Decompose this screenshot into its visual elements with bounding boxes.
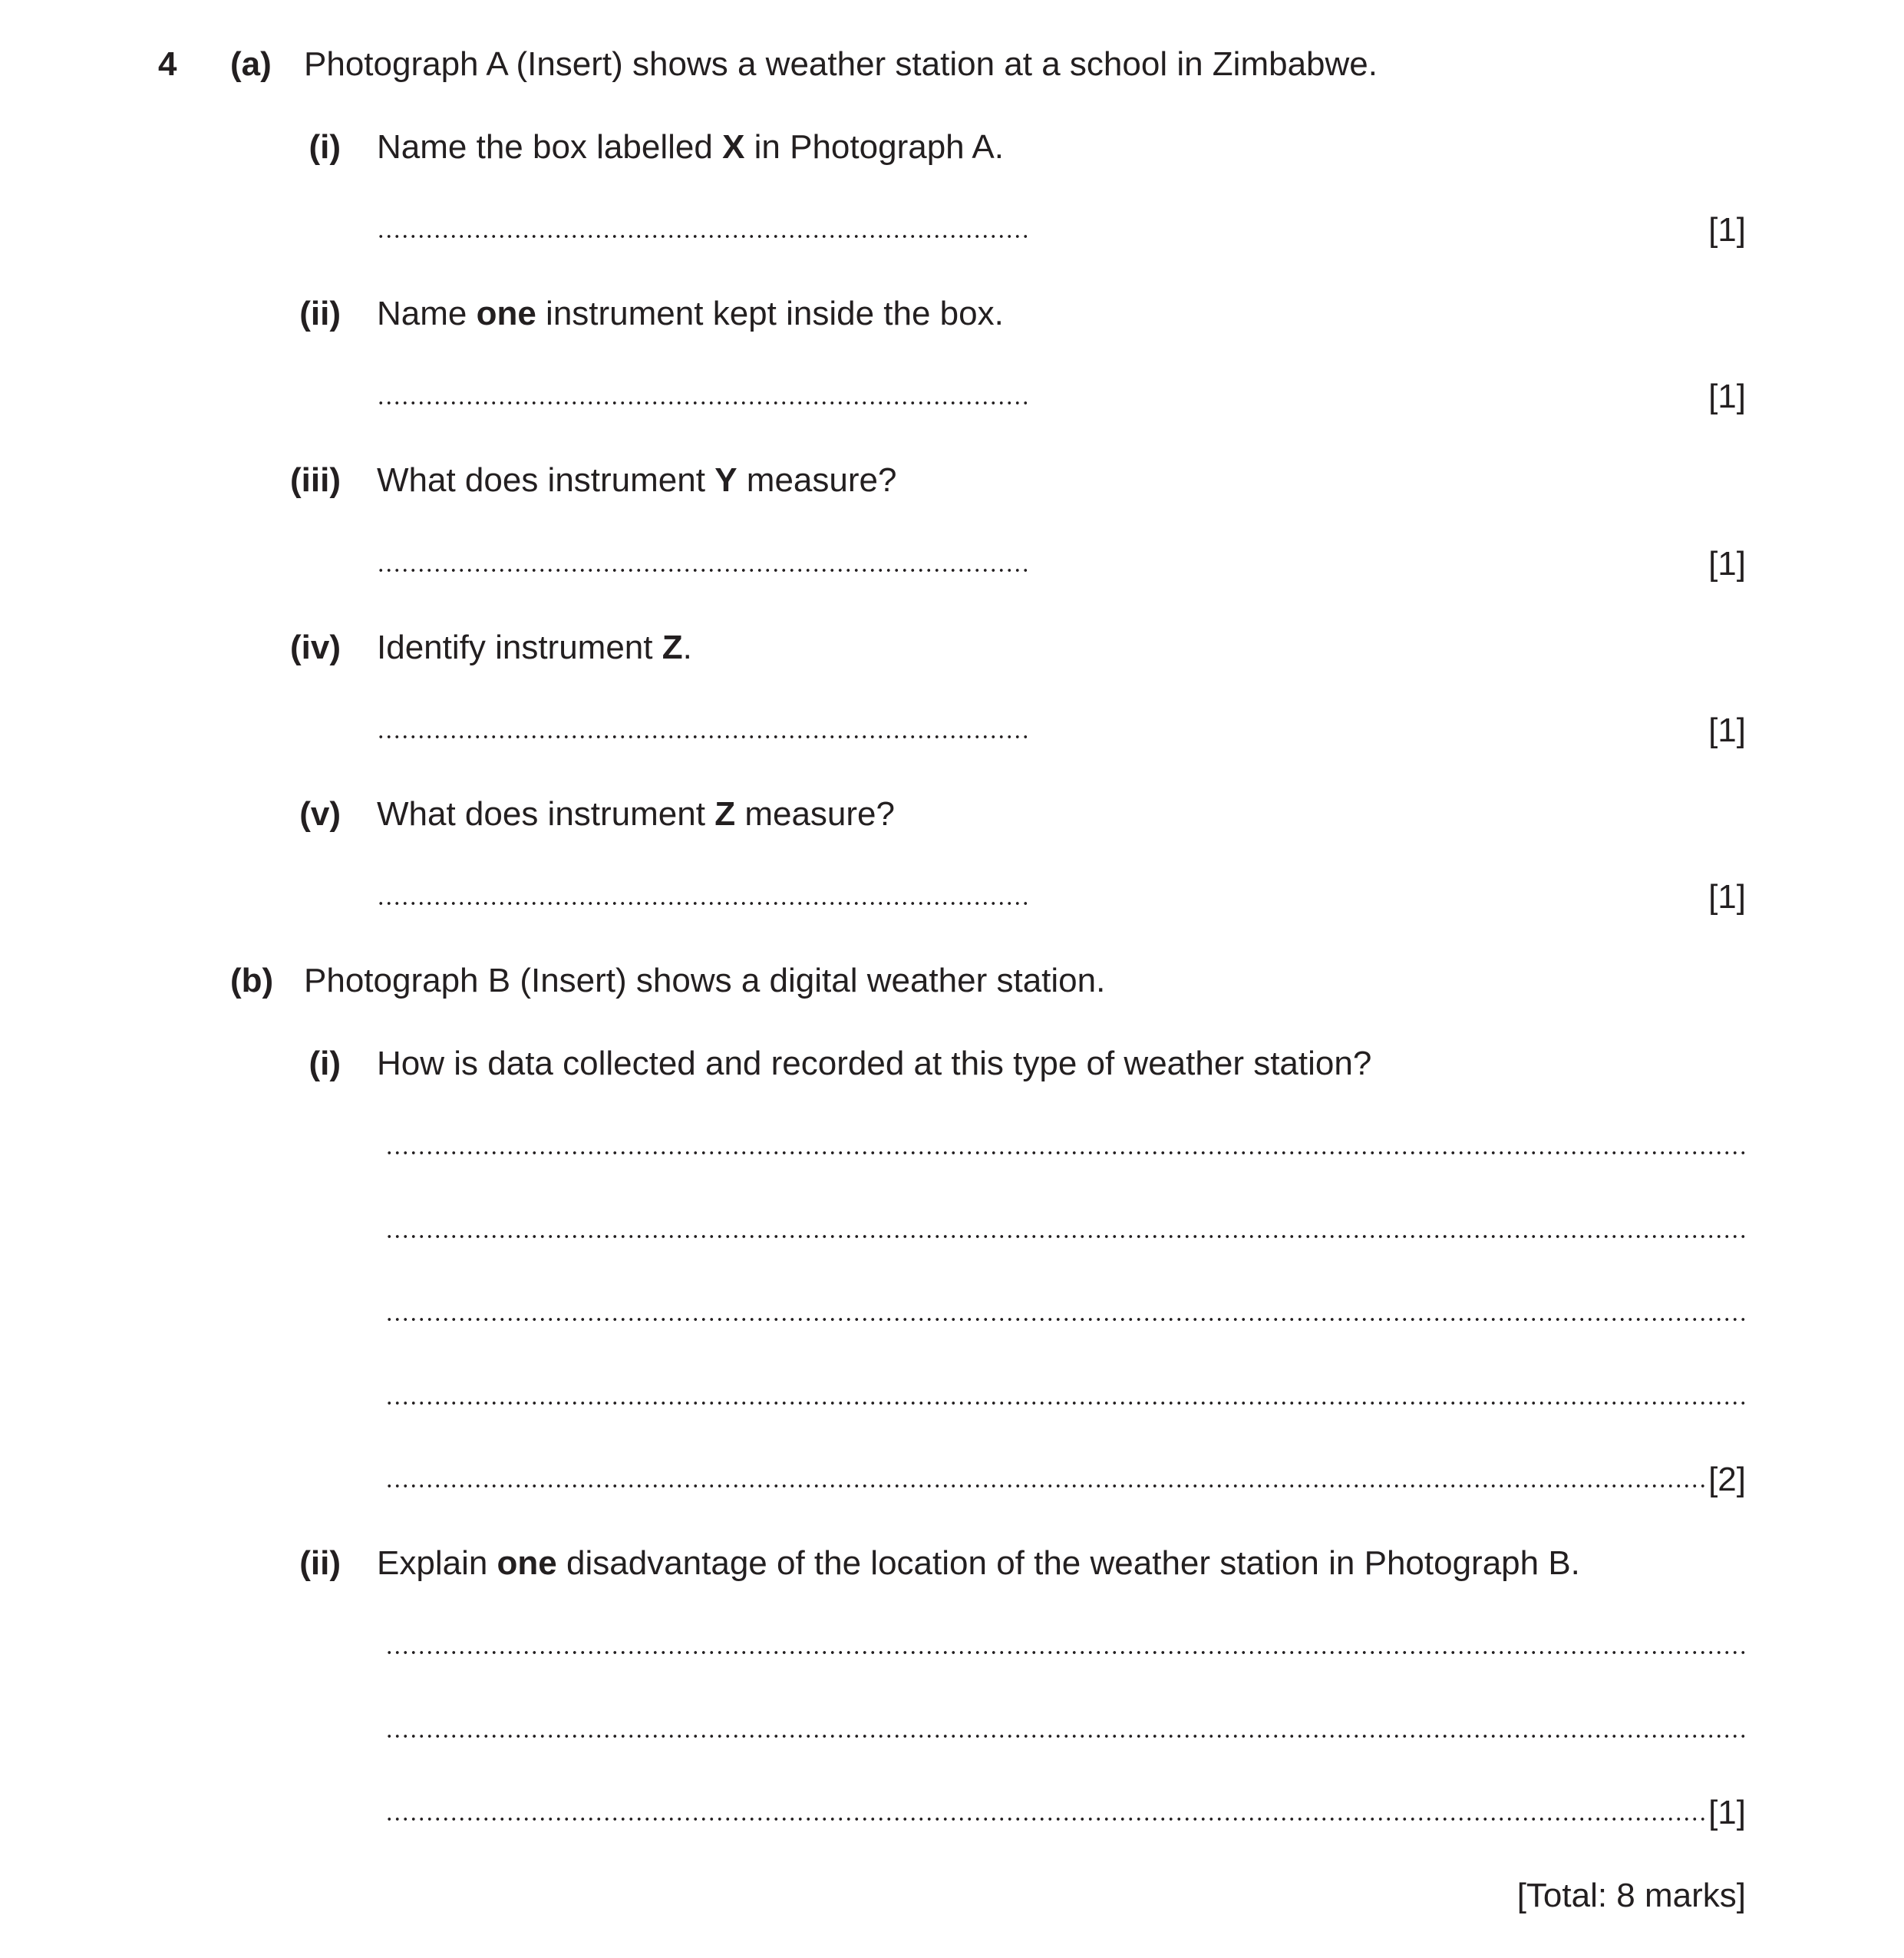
- item-a-ii-label: (ii): [299, 295, 341, 332]
- answer-line-a-iv[interactable]: [377, 735, 1031, 738]
- answer-line-b-i-3[interactable]: [385, 1318, 1745, 1321]
- answer-line-b-ii-1[interactable]: [385, 1651, 1745, 1654]
- answer-line-b-i-4[interactable]: [385, 1402, 1745, 1405]
- answer-line-a-v[interactable]: [377, 902, 1031, 905]
- answer-line-b-ii-2[interactable]: [385, 1735, 1745, 1738]
- part-a-stem: Photograph A (Insert) shows a weather station at a school in Zimbabwe.: [304, 45, 1378, 83]
- answer-line-a-ii[interactable]: [377, 401, 1031, 404]
- mark-a-v: [1]: [1708, 878, 1746, 916]
- mark-a-iii: [1]: [1708, 545, 1746, 583]
- item-b-ii-label: (ii): [299, 1544, 341, 1582]
- item-a-i-text: Name the box labelled X in Photograph A.: [377, 128, 1005, 166]
- item-a-v-text: What does instrument Z measure?: [377, 795, 895, 833]
- item-a-iii-label: (iii): [290, 461, 341, 499]
- item-b-i-label: (i): [309, 1045, 341, 1082]
- mark-b-i: [2]: [1708, 1461, 1746, 1498]
- item-a-iv-label: (iv): [290, 629, 341, 666]
- item-a-v-label: (v): [299, 795, 341, 833]
- answer-line-b-i-2[interactable]: [385, 1235, 1745, 1238]
- item-a-i-label: (i): [309, 128, 341, 166]
- answer-line-b-i-1[interactable]: [385, 1151, 1745, 1154]
- part-a-label: (a): [230, 45, 272, 83]
- item-b-ii-text: Explain one disadvantage of the location of the weather station in Photograph B.: [377, 1544, 1580, 1582]
- answer-line-a-i[interactable]: [377, 235, 1031, 238]
- answer-line-b-ii-3[interactable]: [385, 1818, 1707, 1821]
- item-a-ii-text: Name one instrument kept inside the box.: [377, 295, 1004, 332]
- item-b-i-text: How is data collected and recorded at this type of weather station?: [377, 1045, 1372, 1082]
- total-marks: [Total: 8 marks]: [1516, 1877, 1746, 1914]
- part-b-label: (b): [230, 962, 274, 999]
- item-a-iv-text: Identify instrument Z.: [377, 629, 692, 666]
- mark-a-iv: [1]: [1708, 712, 1746, 749]
- item-a-iii-text: What does instrument Y measure?: [377, 461, 897, 499]
- part-b-stem: Photograph B (Insert) shows a digital weather station.: [304, 962, 1106, 999]
- question-number: 4: [158, 45, 177, 83]
- answer-line-a-iii[interactable]: [377, 569, 1031, 572]
- mark-b-ii: [1]: [1708, 1794, 1746, 1831]
- answer-line-b-i-5[interactable]: [385, 1484, 1707, 1487]
- mark-a-i: [1]: [1708, 211, 1746, 249]
- mark-a-ii: [1]: [1708, 378, 1746, 415]
